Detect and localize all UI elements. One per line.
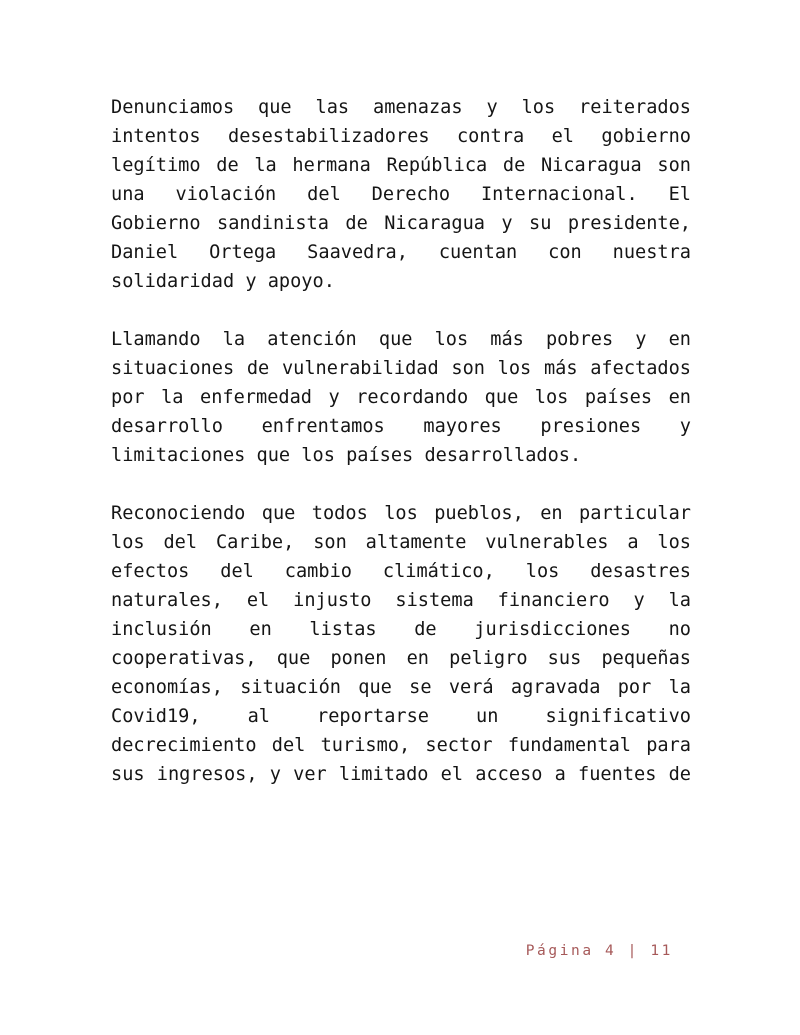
page-number-indicator: Página 4 | 11: [525, 943, 673, 959]
paragraph-3: Reconociendo que todos los pueblos, en particular los del Caribe, son altamente vulnerables a los efectos del cambio climático, los desastres naturales, el injusto sistema financiero y la inclusión en listas de jurisdicciones no cooperativas, que ponen en peligro sus pequeñas economías, situación que se verá agravada por la Covid19, al reportarse un significativo decrecimiento del turismo, sector fundamental para sus ingresos, y ver limitado el acceso a fuentes de: [111, 503, 691, 785]
paragraph-2: Llamando la atención que los más pobres y en situaciones de vulnerabilidad son los más afectados por la enfermedad y recordando que los países en desarrollo enfrentamos mayores presiones y limitaciones que los países desarrollados.: [111, 329, 691, 466]
document-body: [111, 93, 691, 818]
page-footer: [111, 940, 673, 961]
paragraph-1: Denunciamos que las amenazas y los reiterados intentos desestabilizadores contra el gobierno legítimo de la hermana República de Nicaragua son una violación del Derecho Internacional. El Gobierno sandinista de Nicaragua y su presidente, Daniel Ortega Saavedra, cuentan con nuestra solidaridad y apoyo.: [111, 97, 691, 292]
